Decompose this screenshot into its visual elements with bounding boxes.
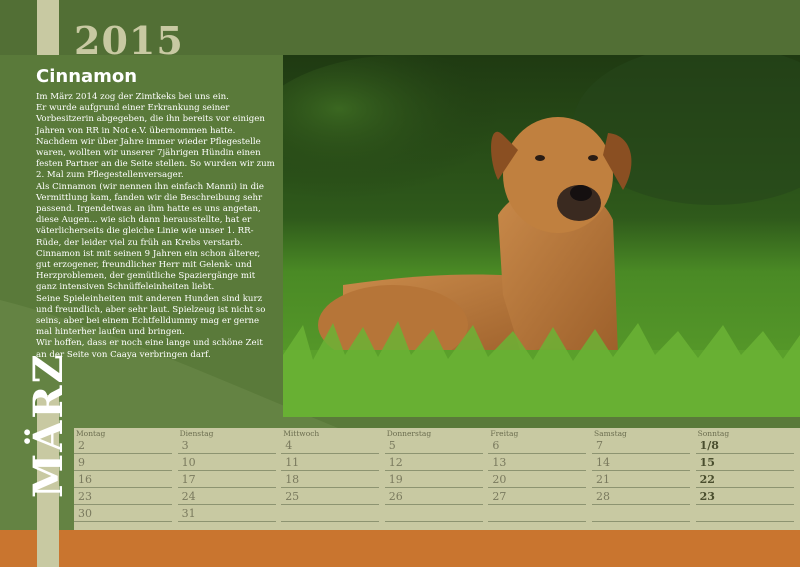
date-cell <box>696 455 794 471</box>
date-cell <box>281 438 379 454</box>
date-cell <box>281 506 379 522</box>
weekday-header: Freitag <box>490 429 519 438</box>
calendar-column-montag <box>74 428 172 530</box>
date-number: 6 <box>492 439 500 452</box>
story-paragraph: Seine Spieleinheiten mit anderen Hunden sind kurz und freundlich, aber sehr laut. Spielzeug ist nicht so seins, aber bei einem Echtfelldummy mag er gerne mal hinterher laufen und bringen. <box>36 293 266 338</box>
date-cell <box>385 472 483 488</box>
date-cell <box>178 506 276 522</box>
date-number: 9 <box>78 456 85 469</box>
date-cell <box>74 506 172 522</box>
date-number: 22 <box>699 473 715 486</box>
date-number: 13 <box>492 456 507 469</box>
date-cell <box>696 472 794 488</box>
date-cell <box>74 472 172 488</box>
month-label: MÄRZ <box>25 352 72 498</box>
date-number: 26 <box>388 490 403 503</box>
left-accent-strip-top <box>37 0 59 55</box>
bottom-orange-band <box>0 530 800 567</box>
weekday-header: Donnerstag <box>386 429 432 438</box>
calendar-column-samstag <box>592 428 690 530</box>
date-number: 20 <box>492 473 507 486</box>
date-number: 16 <box>78 473 92 486</box>
story-paragraph: Er wurde aufgrund einer Erkrankung seiner Vorbesitzerin abgegeben, die ihn bereits vor einigen Jahren von RR in Not e.V. übernommen hatte. <box>36 103 265 136</box>
story-text <box>36 92 276 361</box>
date-cell <box>178 455 276 471</box>
date-number: 12 <box>388 456 403 469</box>
date-cell <box>74 455 172 471</box>
calendar-column-sonntag <box>696 428 794 530</box>
weekday-header: Samstag <box>594 429 627 438</box>
weekday-header: Mittwoch <box>283 429 320 438</box>
date-number: 18 <box>285 473 300 486</box>
date-cell <box>592 506 690 522</box>
date-cell <box>592 438 690 454</box>
story-paragraph: Cinnamon ist mit seinen 9 Jahren ein schon älterer, gut erzogener, freundlicher Herr mit Gelenk- und Herzproblemen, der gemütliche Spaziergänge mit ganz intensiven Schnüffeleinheiten liebt. <box>36 248 261 293</box>
date-cell <box>488 472 586 488</box>
dog-photo <box>283 55 800 417</box>
date-cell <box>696 438 794 454</box>
story-paragraph: Im März 2014 zog der Zimtkeks bei uns ein. <box>36 92 229 102</box>
story-paragraph: Nachdem wir über Jahre immer wieder Pflegestelle waren, wollten wir unserer 7jährigen Hündin einen festen Partner an die Seite stellen. So wurden wir zum 2. Mal zum Pflegestellenversager. <box>36 136 275 181</box>
date-number: 3 <box>181 439 189 452</box>
date-cell <box>281 472 379 488</box>
calendar-column-donnerstag <box>385 428 483 530</box>
date-cell <box>385 489 483 505</box>
calendar-column-mittwoch <box>281 428 379 530</box>
date-number: 17 <box>181 473 196 486</box>
date-cell <box>178 438 276 454</box>
calendar-grid <box>74 428 800 530</box>
date-cell <box>592 472 690 488</box>
date-cell <box>178 472 276 488</box>
date-cell <box>592 455 690 471</box>
story-paragraph: Als Cinnamon (wir nennen ihn einfach Manni) in die Vermittlung kam, fanden wir die Beschreibung sehr passend. Irgendetwas an ihm hatte es uns angetan, diese Augen... wie sich dann herausstellte, hat er väterlicherseits die gleiche Linie wie unser 1. RR-Rüde, der leider viel zu früh an Krebs verstarb. <box>36 181 265 248</box>
date-number: 10 <box>181 456 196 469</box>
weekday-header: Sonntag <box>697 429 730 438</box>
date-number: 23 <box>78 490 92 503</box>
date-number: 21 <box>596 473 610 486</box>
date-cell <box>488 455 586 471</box>
date-cell <box>385 455 483 471</box>
date-number: 19 <box>388 473 403 486</box>
weekday-header: Montag <box>76 429 106 438</box>
date-cell <box>385 438 483 454</box>
date-number: 14 <box>596 456 610 469</box>
date-cell <box>488 438 586 454</box>
date-number: 1/8 <box>699 439 719 452</box>
date-cell <box>488 489 586 505</box>
date-cell <box>488 506 586 522</box>
date-cell <box>281 489 379 505</box>
date-number: 27 <box>492 490 507 503</box>
date-number: 31 <box>181 507 196 520</box>
date-number: 11 <box>285 456 300 469</box>
date-number: 4 <box>285 439 293 452</box>
date-number: 24 <box>181 490 196 503</box>
dog-name-title: Cinnamon <box>36 66 138 87</box>
date-cell <box>74 438 172 454</box>
date-number: 25 <box>285 490 300 503</box>
date-number: 15 <box>699 456 715 469</box>
date-cell <box>385 506 483 522</box>
date-cell <box>178 489 276 505</box>
calendar-column-dienstag <box>178 428 276 530</box>
year-heading: 2015 <box>74 18 184 63</box>
story-paragraph: Wir hoffen, dass er noch eine lange und schöne Zeit an der Seite von Caaya verbringen darf. <box>36 338 263 360</box>
date-cell <box>696 489 794 505</box>
date-cell <box>74 489 172 505</box>
date-number: 28 <box>596 490 610 503</box>
date-number: 30 <box>78 507 92 520</box>
date-number: 2 <box>78 439 85 452</box>
weekday-header: Dienstag <box>179 429 214 438</box>
date-cell <box>696 506 794 522</box>
date-number: 5 <box>388 439 396 452</box>
date-number: 23 <box>699 490 715 503</box>
date-number: 7 <box>596 439 603 452</box>
date-cell <box>592 489 690 505</box>
date-cell <box>281 455 379 471</box>
calendar-column-freitag <box>488 428 586 530</box>
